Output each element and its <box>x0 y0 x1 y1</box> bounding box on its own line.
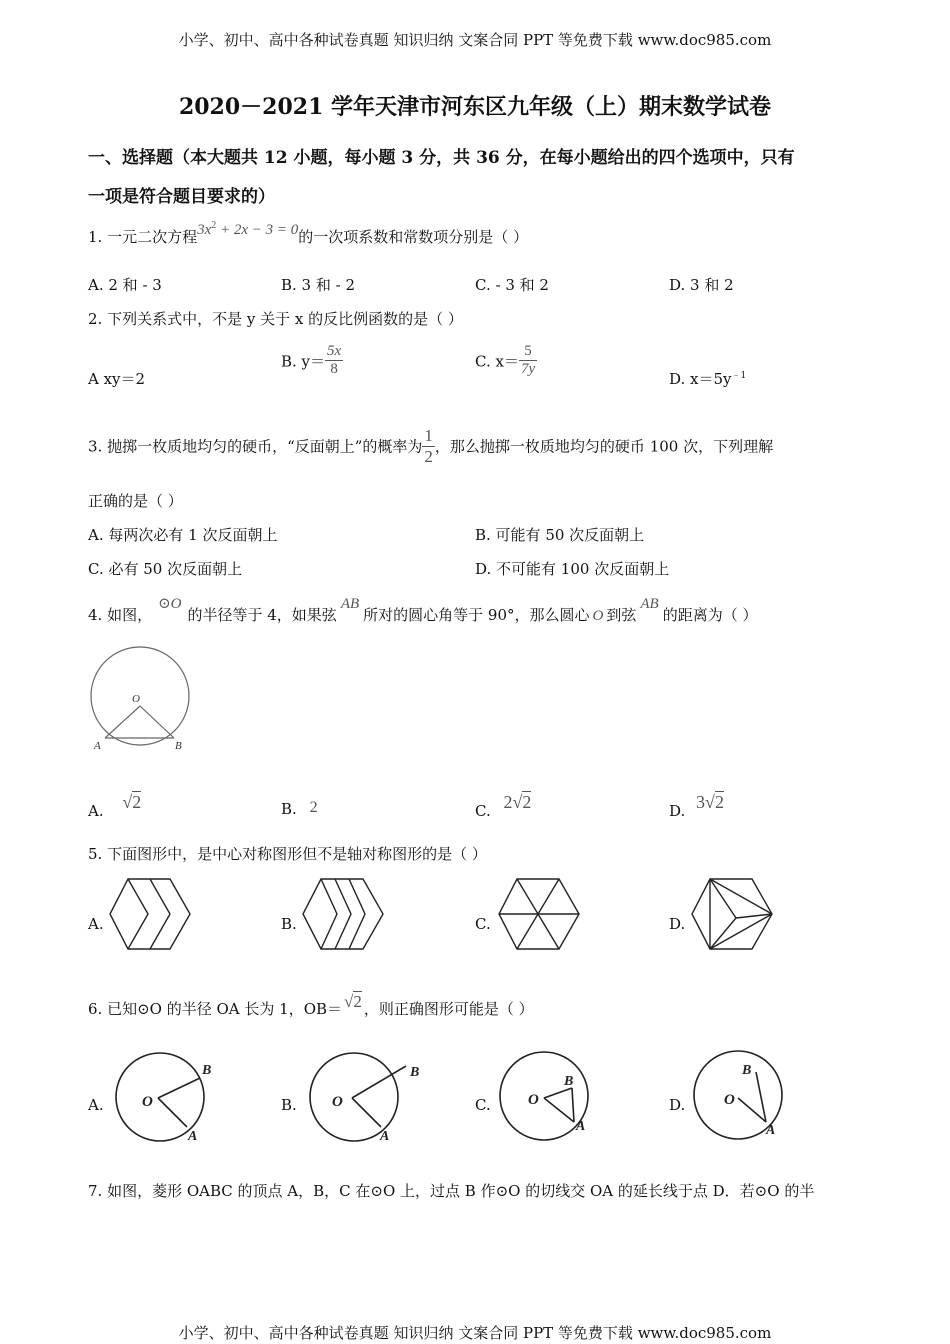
q5-figure-a[interactable] <box>108 876 192 952</box>
q4-label-a: A <box>94 740 101 752</box>
q6a-label-a: A <box>188 1129 198 1144</box>
q1-prefix: 1. 一元二次方程 <box>88 228 198 246</box>
question-1 <box>88 220 529 247</box>
q6c-label-a: A <box>576 1119 586 1134</box>
section-heading-line2: 一项是符合题目要求的） <box>88 187 275 207</box>
q5-figure-c[interactable] <box>497 876 581 952</box>
q6-figure-d[interactable] <box>690 1046 800 1144</box>
q6-option-a-label[interactable]: A. <box>88 1096 104 1114</box>
q1-option-d[interactable]: D. 3 和 2 <box>669 276 734 294</box>
q3-option-b[interactable]: B. 可能有 50 次反面朝上 <box>475 526 645 544</box>
q3-option-a[interactable]: A. 每两次必有 1 次反面朝上 <box>88 526 278 544</box>
question-7: 7. 如图，菱形 OABC 的顶点 A，B，C 在⊙O 上，过点 B 作⊙O 的切线交 OA 的延长线于点 D．若⊙O 的半 <box>88 1182 815 1200</box>
question-3: 3. 抛掷一枚质地均匀的硬币，“反面朝上”的概率为 $\frac{1}{2}$ ，那么抛掷一枚质地均匀的硬币 100 次，下列理解 <box>88 426 774 466</box>
q5-option-d-label[interactable]: D. <box>669 915 686 933</box>
q6b-label-a: A <box>380 1129 390 1144</box>
q2-b-fraction: $\frac{5x}{8}$ <box>327 343 342 378</box>
question-6: 6. 已知⊙O 的半径 OA 长为 1，OB＝ √2 ，则正确图形可能是（ ） <box>88 992 534 1018</box>
q4-option-b[interactable]: B. 2 <box>281 799 318 818</box>
q6d-label-b: B <box>742 1063 752 1078</box>
q4-option-d[interactable]: D. 3√2 <box>669 792 724 820</box>
q2-option-b[interactable]: B. y＝ $\frac{5x}{8}$ <box>281 343 342 378</box>
q1-equation: $3x^2 + 2x - 3 = 0$ <box>197 220 299 238</box>
q6b-label-b: B <box>410 1065 420 1080</box>
q5-option-c-label[interactable]: C. <box>475 915 491 933</box>
q5-figure-d[interactable] <box>690 876 774 952</box>
page-footer: 小学、初中、高中各种试卷真题 知识归纳 文案合同 PPT 等免费下载 www.doc985.com <box>178 1324 772 1342</box>
q6-figure-c[interactable] <box>496 1048 606 1144</box>
q2-option-d[interactable]: D. $x=5y^{﹣1}$ <box>669 370 747 388</box>
q3-fraction: $\frac{1}{2}$ <box>424 426 433 466</box>
q6-figure-b[interactable] <box>302 1050 432 1144</box>
q6c-label-o: O <box>528 1092 539 1108</box>
q3-option-c[interactable]: C. 必有 50 次反面朝上 <box>88 560 243 578</box>
q6-option-b-label[interactable]: B. <box>281 1096 297 1114</box>
q6-figure-a[interactable] <box>108 1050 228 1144</box>
q6b-label-o: O <box>332 1094 343 1110</box>
q2-option-c[interactable]: C. x＝ $\frac{5}{7y}$ <box>475 343 536 378</box>
q4-option-a[interactable]: A. √2 <box>88 792 142 820</box>
q4-label-o: O <box>132 693 140 705</box>
q6c-label-b: B <box>564 1074 574 1089</box>
section-heading-line1: 一、选择题（本大题共 12 小题，每小题 3 分，共 36 分，在每小题给出的四个选项中，只有 <box>88 148 795 168</box>
q6d-label-a: A <box>766 1123 776 1138</box>
q4-circle-figure <box>86 646 198 756</box>
question-5: 5. 下面图形中，是中心对称图形但不是轴对称图形的是（ ） <box>88 845 487 863</box>
question-2-stem: 2. 下列关系式中，不是 y 关于 x 的反比例函数的是（ ） <box>88 310 463 328</box>
q5-option-a-label[interactable]: A. <box>88 915 104 933</box>
q4-label-b: B <box>175 740 182 752</box>
question-3-line2: 正确的是（ ） <box>88 492 183 510</box>
exam-title: 2020－2021 学年天津市河东区九年级（上）期末数学试卷 <box>178 94 772 120</box>
q5-option-b-label[interactable]: B. <box>281 915 297 933</box>
q1-option-b[interactable]: B. 3 和 ‑ 2 <box>281 276 356 294</box>
q2-c-fraction: $\frac{5}{7y}$ <box>520 343 536 378</box>
q6-option-c-label[interactable]: C. <box>475 1096 491 1114</box>
q4-option-c[interactable]: C. 2√2 <box>475 792 532 820</box>
q6-option-d-label[interactable]: D. <box>669 1096 686 1114</box>
q1-option-c[interactable]: C. ‑ 3 和 2 <box>475 276 549 294</box>
q5-figure-b[interactable] <box>301 876 385 952</box>
q2-option-a[interactable]: A xy＝2 <box>88 370 146 388</box>
q1-option-a[interactable]: A. 2 和 ‑ 3 <box>88 276 162 294</box>
q6a-label-o: O <box>142 1094 153 1110</box>
q6d-label-o: O <box>724 1092 735 1108</box>
question-4: 4. 如图，⊙O的半径等于 4，如果弦AB所对的圆心角等于 90°，那么圆心 O 到弦AB的距离为（ ） <box>88 596 758 624</box>
q1-suffix: 的一次项系数和常数项分别是（ ） <box>298 228 529 246</box>
q6a-label-b: B <box>202 1063 212 1078</box>
q3-option-d[interactable]: D. 不可能有 100 次反面朝上 <box>475 560 670 578</box>
page-header: 小学、初中、高中各种试卷真题 知识归纳 文案合同 PPT 等免费下载 www.doc985.com <box>178 31 772 49</box>
